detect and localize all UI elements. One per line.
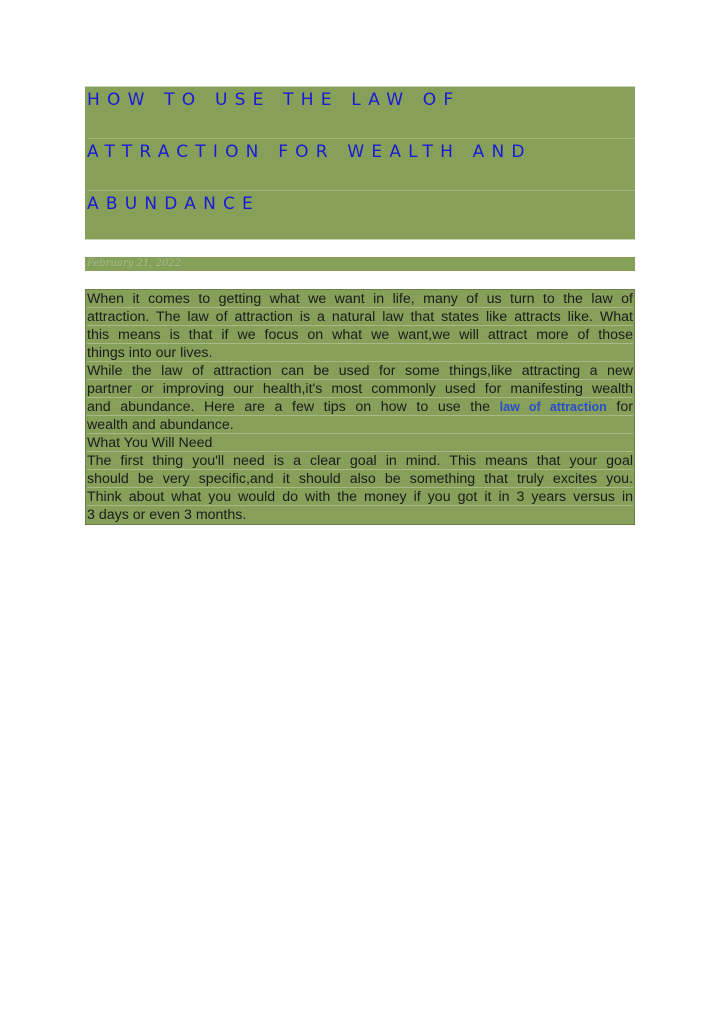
body-line-13: 3 days or even 3 months. bbox=[87, 507, 247, 523]
publish-date: February 21, 2022 bbox=[85, 257, 635, 271]
body-line-10: The first thing you'll need is a clear goal in mind. This means that your goal bbox=[87, 453, 633, 469]
body-line-5: While the law of attraction can be used for some things,like attracting a new bbox=[87, 363, 633, 379]
body-line-7-text: and abundance. Here are a few tips on how to use the bbox=[87, 399, 491, 415]
section-heading-what-you-will-need: What You Will Need bbox=[87, 434, 633, 452]
article-title-line-3: ABUNDANCE bbox=[87, 194, 261, 214]
body-line-2: attraction. The law of attraction is a natural law that states like attracts like. What bbox=[87, 309, 633, 325]
article-title-line-2: ATTRACTION FOR WEALTH AND bbox=[87, 139, 635, 191]
article-title-block bbox=[85, 86, 635, 240]
article-title-line-1: HOW TO USE THE LAW OF bbox=[87, 87, 635, 139]
body-line-3: this means is that if we focus on what we want,we will attract more of those bbox=[87, 327, 633, 343]
article-body bbox=[85, 289, 635, 525]
body-line-8: wealth and abundance. bbox=[87, 416, 633, 434]
body-line-6: partner or improving our health,it's most commonly used for manifesting wealth bbox=[87, 381, 633, 397]
body-line-12: Think about what you would do with the money if you got it in 3 years versus in bbox=[87, 489, 633, 505]
body-line-4: things into our lives. bbox=[87, 344, 633, 362]
body-line-11: should be very specific,and it should also be something that truly excites you. bbox=[87, 471, 633, 487]
body-line-7 bbox=[87, 398, 633, 416]
body-line-1: When it comes to getting what we want in life, many of us turn to the law of bbox=[87, 291, 633, 307]
law-of-attraction-link[interactable]: law of attraction bbox=[499, 400, 607, 414]
body-line-7-tail: for bbox=[616, 399, 633, 415]
